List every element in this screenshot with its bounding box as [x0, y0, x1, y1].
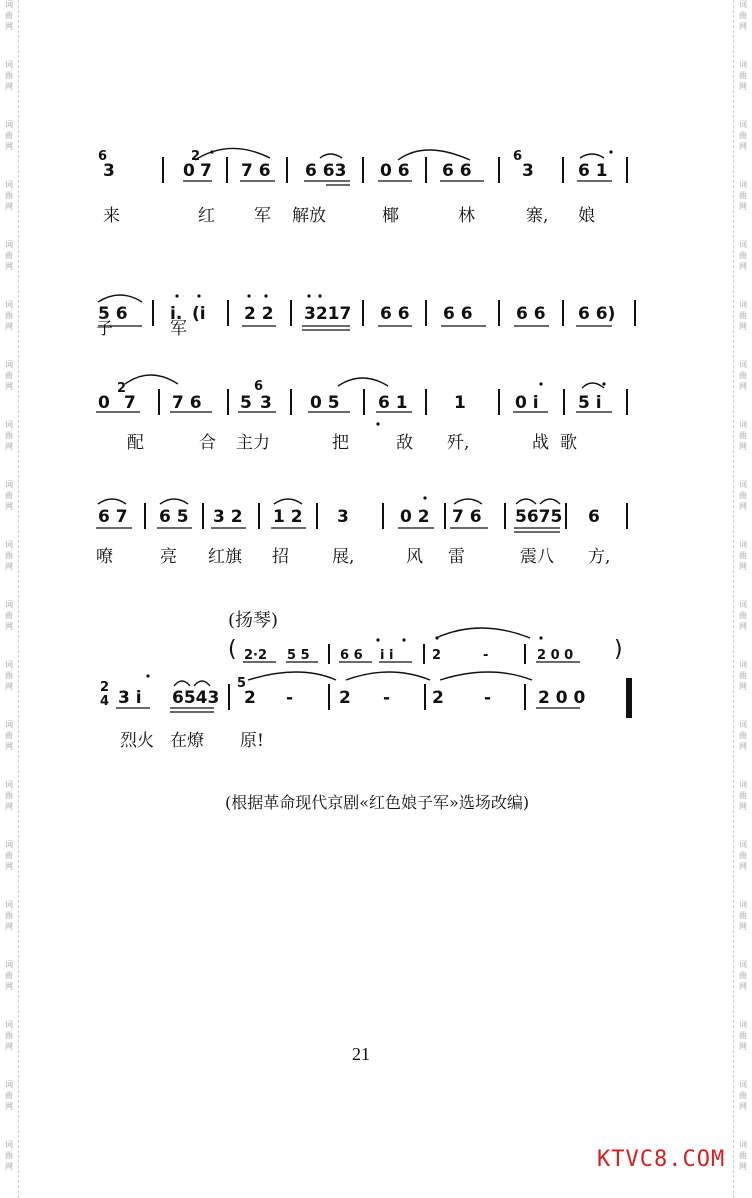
note: i.: [170, 304, 183, 324]
lyric: 在燎: [170, 731, 204, 751]
watermark-char: 网: [5, 1042, 13, 1051]
watermark-char: 网: [5, 622, 13, 631]
note: 6 6): [578, 304, 616, 324]
watermark-char: 词: [739, 960, 747, 969]
grace-note: 2: [117, 381, 127, 396]
watermark-char: 网: [739, 862, 747, 871]
watermark-char: 词: [5, 180, 13, 189]
note: -: [383, 688, 391, 708]
note: 3 i: [118, 688, 142, 708]
note: 6 6: [380, 304, 410, 324]
octave-dot: [609, 150, 612, 153]
octave-dot: [247, 294, 250, 297]
watermark-char: 网: [739, 982, 747, 991]
lyric: 寨,: [526, 206, 549, 226]
watermark-char: 曲: [5, 1031, 13, 1040]
lyric: 震八: [520, 547, 554, 567]
watermark-char: 词: [5, 900, 13, 909]
watermark-char: 曲: [5, 911, 13, 920]
watermark-char: 曲: [739, 671, 747, 680]
note: 6 5: [159, 507, 189, 527]
slur: [195, 148, 270, 160]
note: 2: [432, 688, 444, 708]
note: 7 6: [172, 393, 202, 413]
note: 6 6: [340, 648, 363, 663]
lyric: 红旗: [208, 547, 242, 567]
lyric: 招: [272, 547, 289, 567]
watermark-char: 词: [5, 960, 13, 969]
watermark-char: 网: [739, 742, 747, 751]
slur: [436, 628, 530, 638]
grace-note: 5: [237, 676, 247, 691]
note: -: [483, 648, 489, 663]
slur: [540, 499, 560, 504]
watermark-char: 词: [5, 120, 13, 129]
watermark-char: 网: [739, 142, 747, 151]
source-note: (根据革命现代京剧«红色娘子军»选场改编): [225, 793, 530, 812]
grace-note: 2: [191, 149, 201, 164]
watermark-char: 曲: [5, 791, 13, 800]
note: 0 i: [515, 393, 539, 413]
watermark-char: 词: [739, 540, 747, 549]
watermark-char: 曲: [739, 611, 747, 620]
watermark-char: 网: [739, 202, 747, 211]
watermark-char: 曲: [739, 11, 747, 20]
note: -: [484, 688, 492, 708]
lyric: 展,: [332, 547, 355, 567]
octave-dot: [318, 294, 321, 297]
watermark-char: 网: [5, 802, 13, 811]
watermark-char: 网: [739, 682, 747, 691]
note: 0: [183, 161, 195, 181]
watermark-char: 词: [5, 720, 13, 729]
lyric: 雷: [448, 547, 465, 567]
note: 2·2: [244, 648, 268, 663]
octave-dot: [435, 636, 438, 639]
octave-dot: [210, 150, 213, 153]
watermark-char: 曲: [5, 311, 13, 320]
watermark-char: 曲: [5, 731, 13, 740]
lyric: 娘: [578, 206, 595, 226]
watermark-char: 网: [5, 322, 13, 331]
note: 7 6: [241, 161, 271, 181]
watermark-char: 网: [739, 382, 747, 391]
lyric: 歼,: [447, 433, 470, 453]
note: 7: [124, 393, 136, 413]
lyric: 林: [458, 206, 475, 226]
note: 5 5: [287, 648, 310, 663]
slur: [174, 681, 190, 686]
note: 6 1: [578, 161, 608, 181]
note: 5 6: [98, 304, 128, 324]
watermark-char: 网: [5, 202, 13, 211]
watermark-char: 曲: [739, 1031, 747, 1040]
watermark-char: 网: [739, 82, 747, 91]
watermark-char: 曲: [739, 851, 747, 860]
lyric: 来: [103, 206, 120, 226]
paren-close: ): [614, 637, 623, 662]
slur: [248, 672, 336, 680]
watermark-char: 网: [5, 142, 13, 151]
watermark-char: 曲: [739, 131, 747, 140]
note: 0: [98, 393, 110, 413]
watermark-char: 网: [5, 382, 13, 391]
note: i i: [380, 648, 394, 663]
octave-dot: [602, 382, 605, 385]
note: 6 6: [442, 161, 472, 181]
watermark-char: 词: [739, 780, 747, 789]
watermark-char: 词: [5, 0, 13, 9]
slur: [582, 383, 604, 388]
note: -: [286, 688, 294, 708]
watermark-char: 词: [5, 840, 13, 849]
watermark-char: 词: [739, 420, 747, 429]
watermark-char: 词: [5, 360, 13, 369]
lyric: 敌: [396, 433, 413, 453]
watermark-char: 词: [739, 720, 747, 729]
note: 5 i: [578, 393, 602, 413]
note: 2 2: [244, 304, 274, 324]
watermark-char: 曲: [739, 431, 747, 440]
watermark-char: 曲: [5, 611, 13, 620]
watermark-char: 词: [5, 540, 13, 549]
watermark-char: 网: [739, 562, 747, 571]
watermark-char: 曲: [5, 551, 13, 560]
watermark-char: 网: [5, 742, 13, 751]
watermark-char: 曲: [5, 671, 13, 680]
watermark-char: 曲: [739, 491, 747, 500]
watermark-char: 网: [5, 22, 13, 31]
lyric: 歌: [560, 433, 577, 453]
slur: [440, 672, 532, 680]
lyric: 子: [96, 319, 113, 339]
slur: [125, 375, 178, 384]
note: 2 0 0: [538, 688, 586, 708]
slur: [338, 378, 388, 386]
watermark-char: 词: [5, 420, 13, 429]
lyric: 红: [198, 206, 215, 226]
grace-note: 6: [254, 379, 264, 394]
watermark-char: 曲: [739, 1091, 747, 1100]
watermark-char: 词: [739, 1080, 747, 1089]
watermark-char: 词: [739, 240, 747, 249]
note: 3: [522, 161, 534, 181]
watermark-char: 网: [739, 922, 747, 931]
slur: [194, 681, 210, 686]
note: 7: [200, 161, 212, 181]
watermark-char: 曲: [5, 371, 13, 380]
lyric: 嘹: [96, 547, 113, 567]
note: 3 2: [213, 507, 243, 527]
watermark-char: 词: [5, 300, 13, 309]
watermark-char: 词: [739, 600, 747, 609]
watermark-char: 词: [5, 1140, 13, 1149]
watermark-char: 词: [739, 900, 747, 909]
note: 3: [103, 161, 115, 181]
lyric: 战: [532, 433, 549, 453]
lyric: 风: [406, 547, 423, 567]
slur: [160, 499, 188, 504]
watermark-char: 网: [5, 682, 13, 691]
watermark-char: 曲: [739, 251, 747, 260]
site-logo: KTVC8.COM: [597, 1147, 726, 1172]
lyric: 原!: [240, 731, 264, 751]
paren-open: (: [228, 637, 237, 662]
note: 2: [244, 688, 256, 708]
time-signature-top: 2: [100, 680, 110, 695]
note: 6 1: [378, 393, 408, 413]
lyric: 配: [127, 433, 144, 453]
grace-note: 6: [98, 149, 108, 164]
lyric: 军: [170, 319, 187, 339]
grace-note: 6: [513, 149, 523, 164]
watermark-char: 网: [739, 1102, 747, 1111]
watermark-char: 词: [739, 1140, 747, 1149]
watermark-char: 曲: [5, 131, 13, 140]
slur: [98, 295, 142, 302]
watermark-char: 曲: [5, 491, 13, 500]
octave-dot: [376, 638, 379, 641]
lyric: 亮: [160, 547, 177, 567]
watermark-char: 曲: [739, 1151, 747, 1160]
watermark-char: 曲: [5, 251, 13, 260]
octave-dot: [402, 638, 405, 641]
lyric: 合: [199, 433, 216, 453]
note: 3: [260, 393, 272, 413]
slur: [274, 499, 302, 504]
watermark-char: 网: [5, 862, 13, 871]
watermark-char: 曲: [5, 431, 13, 440]
slur: [454, 499, 482, 504]
watermark-char: 词: [739, 300, 747, 309]
watermark-char: 网: [739, 1162, 747, 1171]
lyric: 解放: [292, 206, 326, 226]
watermark-char: 词: [739, 0, 747, 9]
slur: [516, 499, 536, 504]
page-number: 21: [352, 1044, 370, 1064]
note: 0 2: [400, 507, 430, 527]
instrument-label: (扬琴): [228, 610, 279, 631]
note: 3: [337, 507, 349, 527]
watermark-char: 词: [5, 240, 13, 249]
note: 1: [454, 393, 466, 413]
watermark-char: 网: [739, 502, 747, 511]
lyric: 方,: [588, 547, 611, 567]
note: 0 5: [310, 393, 340, 413]
time-signature-bottom: 4: [100, 694, 110, 709]
watermark-char: 词: [739, 180, 747, 189]
watermark-char: 网: [5, 82, 13, 91]
watermark-char: 曲: [5, 71, 13, 80]
watermark-char: 曲: [739, 791, 747, 800]
octave-dot: [264, 294, 267, 297]
watermark-char: 词: [739, 660, 747, 669]
slur: [98, 499, 126, 504]
watermark-char: 词: [739, 60, 747, 69]
watermark-char: 词: [739, 1020, 747, 1029]
octave-dot: [539, 382, 542, 385]
octave-dot: [376, 422, 379, 425]
octave-dot: [175, 294, 178, 297]
watermark-char: 网: [5, 982, 13, 991]
watermark-char: 曲: [739, 551, 747, 560]
watermark-char: 网: [739, 22, 747, 31]
watermark-char: 网: [5, 1162, 13, 1171]
note: 6543: [172, 688, 220, 708]
note: 5: [240, 393, 252, 413]
watermark-char: 词: [5, 780, 13, 789]
watermark-char: 曲: [5, 851, 13, 860]
note: 2: [432, 648, 442, 663]
watermark-char: 网: [5, 502, 13, 511]
note: 6: [588, 507, 600, 527]
watermark-char: 网: [739, 322, 747, 331]
watermark-char: 词: [5, 600, 13, 609]
watermark-char: 词: [739, 120, 747, 129]
octave-dot: [423, 496, 426, 499]
note: (i: [192, 304, 206, 324]
note: 6 6: [443, 304, 473, 324]
watermark-char: 词: [5, 1080, 13, 1089]
watermark-char: 网: [5, 1102, 13, 1111]
watermark-char: 词: [739, 360, 747, 369]
slur: [320, 154, 342, 158]
watermark-char: 曲: [5, 1091, 13, 1100]
watermark-char: 曲: [5, 191, 13, 200]
watermark-char: 曲: [739, 911, 747, 920]
lyric: 主力: [236, 433, 270, 453]
lyric: 烈火: [120, 731, 154, 751]
watermark-char: 曲: [5, 1151, 13, 1160]
watermark-char: 网: [739, 262, 747, 271]
octave-dot: [146, 674, 149, 677]
lyric: 把: [332, 433, 349, 453]
note: 5675: [515, 507, 563, 527]
octave-dot: [307, 294, 310, 297]
watermark-char: 曲: [739, 731, 747, 740]
note: 6 7: [98, 507, 128, 527]
octave-dot: [197, 294, 200, 297]
note: 6 6: [516, 304, 546, 324]
watermark-char: 网: [739, 802, 747, 811]
watermark-char: 网: [739, 622, 747, 631]
watermark-char: 曲: [739, 371, 747, 380]
slur: [580, 154, 604, 158]
watermark-char: 曲: [739, 311, 747, 320]
note: 6 63: [305, 161, 347, 181]
watermark-char: 网: [5, 562, 13, 571]
note: 1 2: [273, 507, 303, 527]
watermark-char: 词: [739, 480, 747, 489]
watermark-char: 词: [5, 60, 13, 69]
lyric: 军: [254, 206, 271, 226]
watermark-char: 词: [5, 480, 13, 489]
note: 3217: [304, 304, 352, 324]
note: 2: [339, 688, 351, 708]
watermark-char: 网: [5, 442, 13, 451]
watermark-char: 曲: [739, 191, 747, 200]
slur: [398, 150, 470, 160]
note: 0 6: [380, 161, 410, 181]
watermark-char: 曲: [739, 971, 747, 980]
watermark-char: 网: [5, 262, 13, 271]
watermark-char: 网: [739, 442, 747, 451]
watermark-char: 曲: [5, 971, 13, 980]
watermark-char: 曲: [739, 71, 747, 80]
note: 7 6: [452, 507, 482, 527]
watermark-char: 词: [5, 660, 13, 669]
watermark-char: 曲: [5, 11, 13, 20]
octave-dot: [539, 636, 542, 639]
watermark-char: 词: [5, 1020, 13, 1029]
watermark-char: 网: [5, 922, 13, 931]
slur: [346, 672, 430, 680]
lyric: 椰: [382, 206, 399, 226]
watermark-char: 词: [739, 840, 747, 849]
watermark-char: 网: [739, 1042, 747, 1051]
note: 2 0 0: [537, 648, 574, 663]
